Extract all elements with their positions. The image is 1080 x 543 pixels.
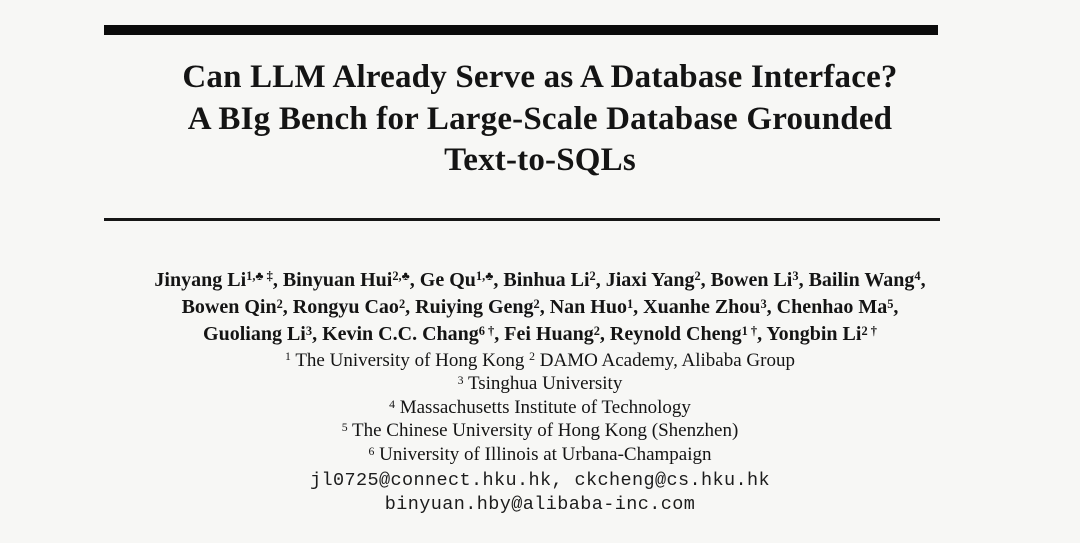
- affiliation-name: DAMO Academy, Alibaba Group: [539, 349, 795, 371]
- author-superscript: 4: [914, 269, 921, 284]
- affiliation-line: [0, 443, 1080, 467]
- title-line: Can LLM Already Serve as A Database Interface?: [182, 59, 898, 95]
- author-name: Jiaxi Yang: [605, 269, 695, 291]
- affiliation-number: 4: [389, 397, 395, 411]
- author-superscript: 1: [626, 296, 634, 311]
- affiliation-line: [0, 396, 1080, 420]
- author-block: [0, 267, 1080, 349]
- affiliation-number: 3: [457, 373, 464, 387]
- author-name: Bowen Qin: [181, 296, 277, 319]
- top-rule: [104, 25, 938, 35]
- author-line: Bowen Qin$^2$, Rongyu Cao$^2$, Ruiying Geng$^2$, Nan Huo$^1$, Xuanhe Zhou$^3$, Chenhao Ma$^5$,: [181, 296, 899, 319]
- affiliation-number: 5: [341, 421, 348, 435]
- affiliation-block: [0, 349, 1080, 467]
- paper-title: [0, 57, 1080, 182]
- title-line: Text-to-SQLs: [444, 142, 636, 178]
- author-name: Ge Qu: [419, 269, 476, 291]
- author-name: Rongyu Cao: [292, 296, 399, 319]
- author-superscript: 1,♣: [475, 269, 494, 284]
- author-superscript: 6 †: [478, 323, 495, 338]
- author-superscript: 2: [593, 323, 600, 338]
- author-name: Binyuan Hui: [282, 269, 393, 291]
- affiliation-line: [0, 372, 1080, 396]
- author-superscript: 2,♣: [392, 269, 410, 284]
- email-block: [0, 469, 1080, 517]
- author-superscript: 2 †: [861, 323, 877, 338]
- author-superscript: 3: [760, 296, 767, 311]
- author-name: Nan Huo: [549, 296, 627, 319]
- affiliation-line: [0, 419, 1080, 443]
- author-name: Binhua Li: [503, 269, 590, 291]
- divider-rule: [104, 218, 940, 221]
- author-superscript: 2: [694, 269, 701, 284]
- author-name: Bailin Wang: [808, 269, 915, 291]
- author-superscript: 1 †: [741, 323, 758, 338]
- title-line: A BIg Bench for Large-Scale Database Grounded: [187, 100, 893, 137]
- author-name: Kevin C.C. Chang: [322, 323, 479, 346]
- affiliation-name: Massachusetts Institute of Technology: [399, 396, 691, 418]
- affiliation-line: [0, 349, 1080, 373]
- author-superscript: 2: [276, 296, 283, 311]
- author-name: Chenhao Ma: [776, 296, 888, 319]
- email-line: jl0725@connect.hku.hk, ckcheng@cs.hku.hk: [309, 469, 771, 491]
- author-superscript: 2: [589, 269, 596, 284]
- author-name: Xuanhe Zhou: [643, 296, 761, 319]
- author-superscript: 5: [887, 296, 894, 311]
- author-line: Jinyang $Li^{1,♣ \ddagger}$, Binyuan Hui$^{2,♣}$, Ge $Qu^{1,♣}$, Binhua Li$^2$, Jiaxi Yang$^2$, Bowen Li$^3$, Bailin Wang$^4$,: [154, 269, 926, 291]
- affiliation-name: The University of Hong Kong: [295, 349, 525, 371]
- author-name: Jinyang Li: [154, 269, 247, 291]
- affiliation-number: 1: [285, 350, 291, 364]
- affiliation-name: The Chinese University of Hong Kong (Shenzhen): [352, 420, 739, 442]
- email-line: binyuan.hby@alibaba-inc.com: [384, 493, 696, 515]
- author-name: Ruiying Geng: [415, 296, 534, 319]
- author-name: Reynold Cheng: [609, 323, 742, 346]
- author-superscript: 1,♣ ‡: [246, 269, 273, 284]
- author-name: Bowen Li: [710, 269, 793, 291]
- affiliation-name: University of Illinois at Urbana-Champaign: [379, 443, 712, 465]
- author-superscript: 3: [792, 269, 799, 284]
- author-name: Guoliang Li: [203, 323, 306, 346]
- author-name: Fei Huang: [504, 323, 594, 346]
- front-matter: [0, 267, 1080, 517]
- author-line: Guoliang Li$^3$, Kevin C.C. Chang$^{6 \dagger}$, Fei Huang$^2$, Reynold Cheng$^{1 \dagger}$, Yongbin $Li^{2 \dagger}$: [203, 323, 877, 346]
- author-superscript: 2: [398, 296, 406, 311]
- author-superscript: 3: [305, 323, 313, 338]
- affiliation-name: Tsinghua University: [467, 373, 623, 395]
- affiliation-number: 6: [368, 444, 375, 458]
- author-superscript: 2: [533, 296, 540, 311]
- author-name: Yongbin Li: [766, 323, 862, 346]
- affiliation-number: 2: [529, 350, 535, 364]
